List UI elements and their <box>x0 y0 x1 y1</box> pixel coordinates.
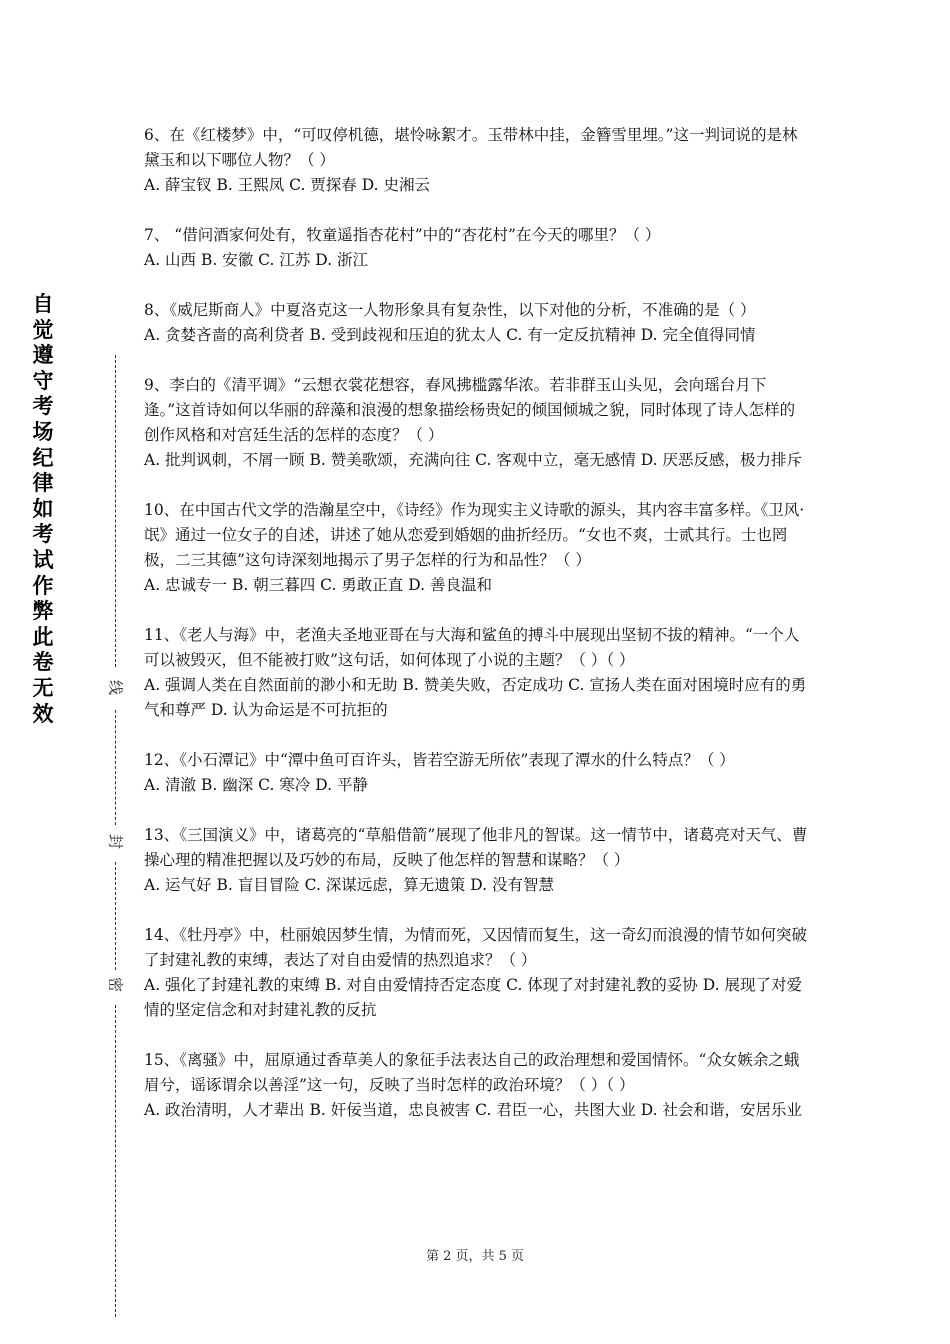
question-7 <box>144 223 810 273</box>
exam-discipline-notice: 自觉遵守考场纪律如考试作弊此卷无效 <box>32 292 54 726</box>
question-text: 10、在中国古代文学的浩瀚星空中，《诗经》作为现实主义诗歌的源头，其内容丰富多样。《卫风·氓》通过一位女子的自述，讲述了她从恋爱到婚姻的曲折经历。“女也不爽，士贰其行。士也罔极，二三其德”这句诗深刻地揭示了男子怎样的行为和品性？（ ） <box>144 501 805 569</box>
question-text: 11、《老人与海》中，老渔夫圣地亚哥在与大海和鲨鱼的搏斗中展现出坚韧不拔的精神。“一个人可以被毁灭，但不能被打败”这句话，如何体现了小说的主题？（ ）（ ） <box>144 626 800 669</box>
question-options: A. 忠诚专一 B. 朝三暮四 C. 勇敢正直 D. 善良温和 <box>144 576 492 594</box>
question-8 <box>144 298 810 348</box>
question-9 <box>144 373 810 473</box>
question-6 <box>144 123 810 198</box>
seal-line-segment <box>115 862 116 970</box>
question-options: A. 运气好 B. 盲目冒险 C. 深谋远虑，算无遗策 D. 没有智慧 <box>144 876 554 894</box>
question-text: 9、李白的《清平调》“云想衣裳花想容，春风拂槛露华浓。若非群玉山头见，会向瑶台月下逢。”这首诗如何以华丽的辞藻和浪漫的想象描绘杨贵妃的倾国倾城之貌，同时体现了诗人怎样的创作风格和对宫廷生活的怎样的态度？（ ） <box>144 376 796 444</box>
question-text: 6、在《红楼梦》中，“可叹停机德，堪怜咏絮才。玉带林中挂，金簪雪里埋。”这一判词说的是林黛玉和以下哪位人物？（ ） <box>144 126 798 169</box>
seal-mark-line: 线 <box>106 676 127 700</box>
seal-line-segment <box>115 1005 116 1317</box>
seal-mark-secret: 密 <box>106 973 127 997</box>
question-text: 15、《离骚》中，屈原通过香草美人的象征手法表达自己的政治理想和爱国情怀。“众女嫉余之蛾眉兮，谣诼谓余以善淫”这一句，反映了当时怎样的政治环境？（ ）（ ） <box>144 1051 800 1094</box>
question-13 <box>144 823 810 898</box>
seal-line-segment <box>115 355 116 667</box>
question-list <box>144 123 810 1148</box>
question-options: A. 强化了封建礼教的束缚 B. 对自由爱情持否定态度 C. 体现了对封建礼教的妥协 D. 展现了对爱情的坚定信念和对封建礼教的反抗 <box>144 976 802 1019</box>
question-options: A. 批判讽刺，不屑一顾 B. 赞美歌颂，充满向往 C. 客观中立，毫无感情 D. 厌恶反感，极力排斥 <box>144 451 802 469</box>
question-text: 13、《三国演义》中，诸葛亮的“草船借箭”展现了他非凡的智谋。这一情节中，诸葛亮对天气、曹操心理的精准把握以及巧妙的布局，反映了他怎样的智慧和谋略？（ ） <box>144 826 808 869</box>
binding-margin <box>0 0 130 1344</box>
seal-mark-seal: 封 <box>106 830 127 854</box>
question-options: A. 强调人类在自然面前的渺小和无助 B. 赞美失败，否定成功 C. 宣扬人类在面对困境时应有的勇气和尊严 D. 认为命运是不可抗拒的 <box>144 676 807 719</box>
question-options: A. 政治清明，人才辈出 B. 奸佞当道，忠良被害 C. 君臣一心，共图大业 D. 社会和谐，安居乐业 <box>144 1101 802 1119</box>
question-10 <box>144 498 810 598</box>
question-text: 7、 “借问酒家何处有，牧童遥指杏花村”中的“杏花村”在今天的哪里？（ ） <box>144 226 661 244</box>
question-options: A. 薛宝钗 B. 王熙凤 C. 贾探春 D. 史湘云 <box>144 176 430 194</box>
question-12 <box>144 748 810 798</box>
question-15 <box>144 1048 810 1123</box>
question-options: A. 清澈 B. 幽深 C. 寒冷 D. 平静 <box>144 776 368 794</box>
question-options: A. 山西 B. 安徽 C. 江苏 D. 浙江 <box>144 251 368 269</box>
seal-line-segment <box>115 710 116 825</box>
question-14 <box>144 923 810 1023</box>
question-text: 12、《小石潭记》中“潭中鱼可百许头，皆若空游无所依”表现了潭水的什么特点？（ ） <box>144 751 735 769</box>
page-number: 第 2 页，共 5 页 <box>425 1249 525 1264</box>
question-options: A. 贪婪吝啬的高利贷者 B. 受到歧视和压迫的犹太人 C. 有一定反抗精神 D. 完全值得同情 <box>144 326 756 344</box>
question-11 <box>144 623 810 723</box>
question-text: 8、《威尼斯商人》中夏洛克这一人物形象具有复杂性，以下对他的分析，不准确的是（ ） <box>144 301 756 319</box>
question-text: 14、《牡丹亭》中，杜丽娘因梦生情，为情而死，又因情而复生，这一奇幻而浪漫的情节如何突破了封建礼教的束缚，表达了对自由爱情的热烈追求？（ ） <box>144 926 807 969</box>
